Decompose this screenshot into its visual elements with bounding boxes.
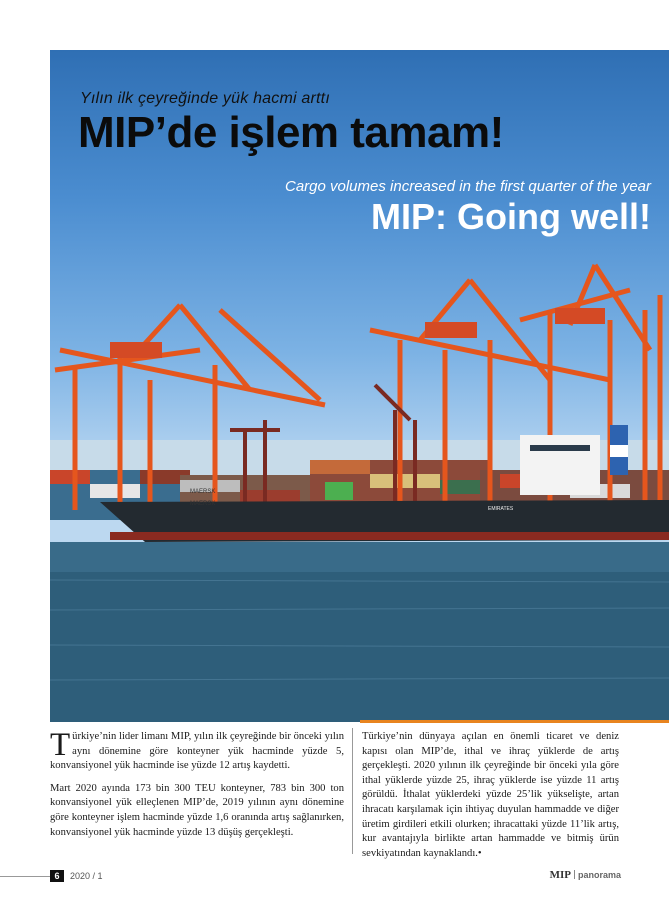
paragraph xyxy=(50,727,344,774)
crane-cabin xyxy=(110,342,162,358)
issue-label: 2020 / 1 xyxy=(70,871,103,881)
photo-label: MAERSK xyxy=(190,489,216,495)
footer-rule xyxy=(0,876,50,877)
crane-cabin xyxy=(425,322,477,338)
section-name: panorama xyxy=(577,870,621,880)
page-number: 6 xyxy=(50,870,64,882)
column-divider xyxy=(352,728,353,854)
crane-cabin xyxy=(555,308,605,324)
mip-logo: MIP xyxy=(549,869,571,881)
drop-cap: T xyxy=(50,727,71,763)
paragraph: Mart 2020 ayında 173 bin 300 TEU konteyner, 783 bin 300 ton konvansiyonel yük elleçlenen MIP’de, 2019 yılının aynı dönemine göre konteyner işlem hacminde yüzde 1,6 oranında artış sağlanırken, konvansiyonel yük hacminde yüzde 13 düşüş gerçekleşti. xyxy=(50,782,344,838)
accent-rule xyxy=(360,720,669,723)
paragraph-text: ürkiye’nin lider limanı MIP, yılın ilk çeyreğinde bir önceki yılın aynı dönemine göre konteyner yük hacminde yüzde 5, konvansiyonel yük hacminde ise yüzde 12 artış kaydetti. xyxy=(50,731,344,772)
article-column-right xyxy=(362,730,619,869)
photo-label: MAERSK xyxy=(190,501,216,507)
kicker-english: Cargo volumes increased in the first quarter of the year xyxy=(284,178,651,195)
photo-label: EMIRATES xyxy=(488,506,514,512)
kicker-turkish: Yılın ilk çeyreğinde yük hacmi arttı xyxy=(80,90,330,107)
headline-english: MIP: Going well! xyxy=(371,196,651,237)
paragraph: Türkiye’nin dünyaya açılan en önemli ticaret ve deniz kapısı olan MIP’de, ithal ve ihraç yüklerde de artış gerçekleşti. 2020 yılının ilk çeyreğinde bir önceki yıla göre ithal yüklerde yüzde 25, ihraç yüklerde ise yüzde 11 artış görüldü. İthalat yüklerdeki yüzde 25’lik yükselişte, artan ihracatı karşılamak için ihtiyaç duyulan hammadde ve diğer üretim girdileri etkili olurken; ihracattaki yüzde 11’lik artış, kur avantajıyla birlikte artan hammadde ve bitmiş ürün sevkiyatından kaynaklandı.• xyxy=(362,731,619,859)
hero-photo xyxy=(50,50,669,722)
excavator xyxy=(325,482,353,500)
brand-mark xyxy=(550,869,621,881)
headline-turkish: MIP’de işlem tamam! xyxy=(78,108,504,157)
article-column-left xyxy=(50,727,344,848)
